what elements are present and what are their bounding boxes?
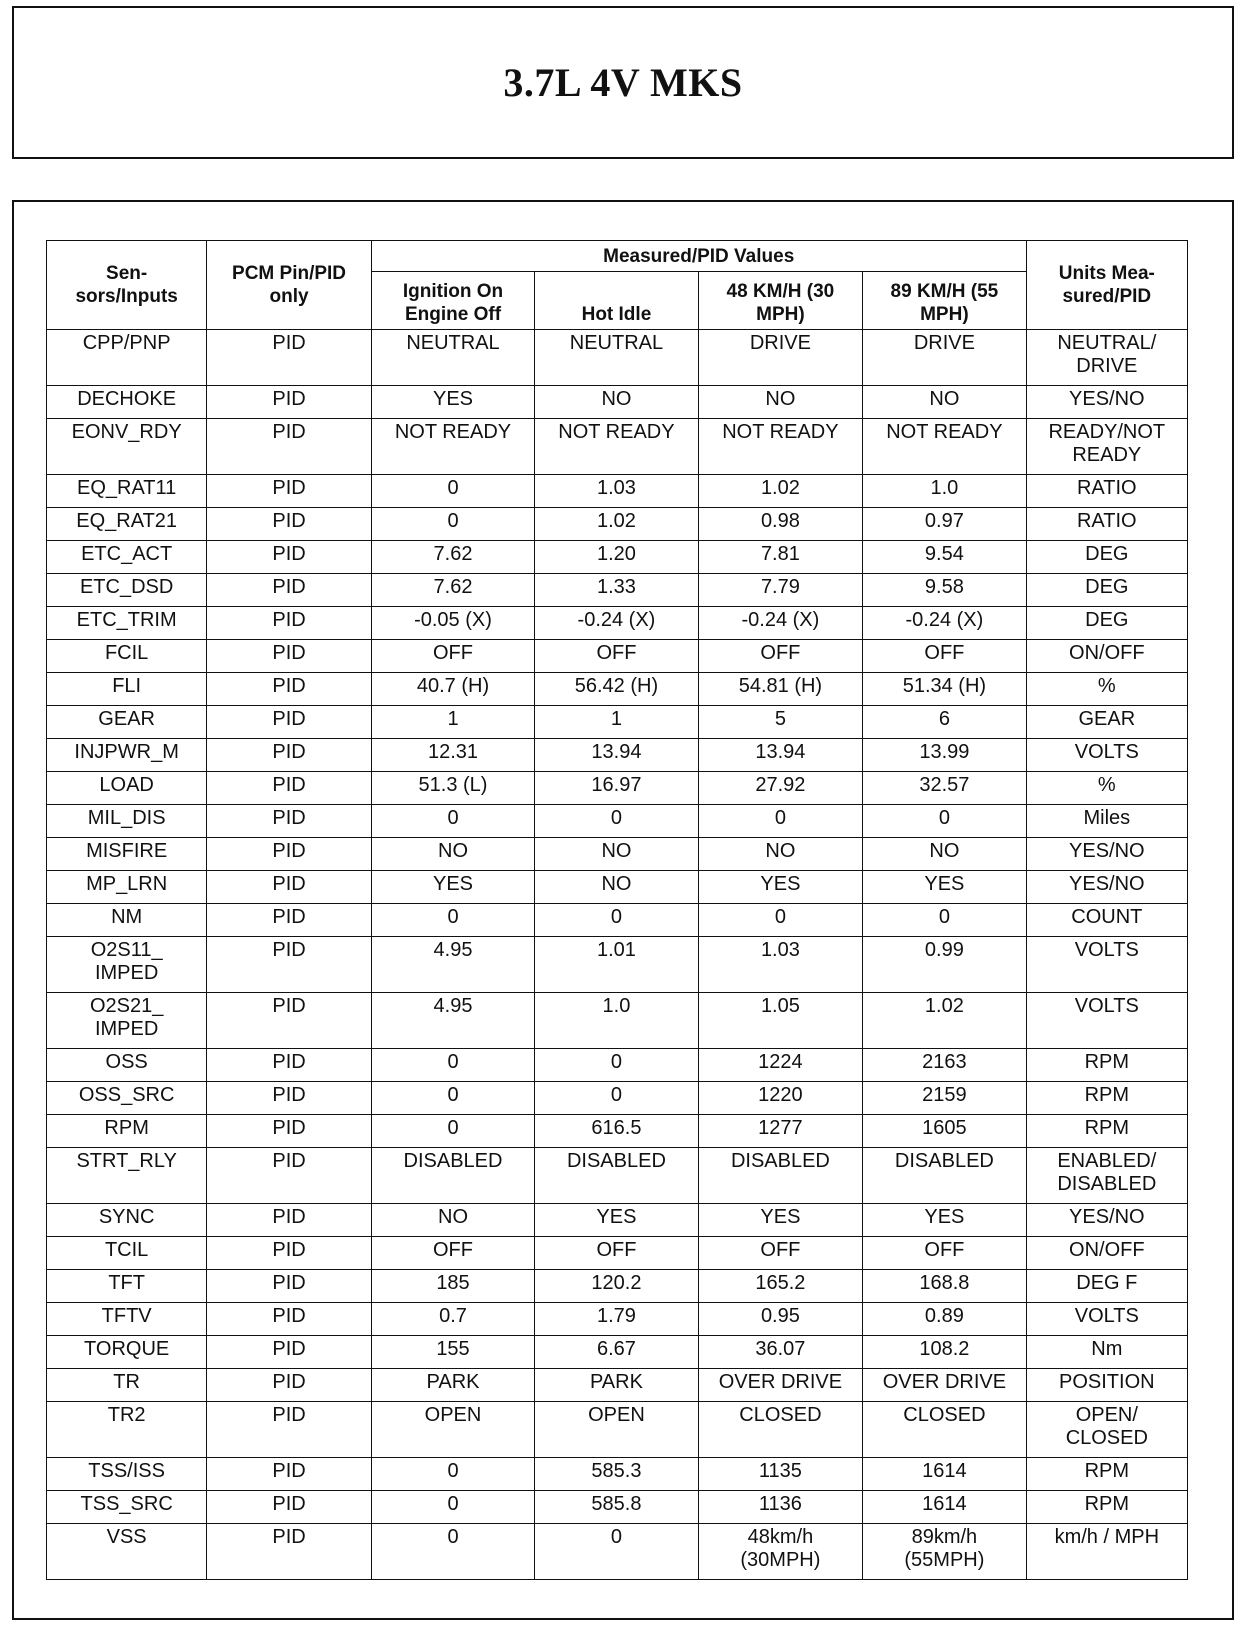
48kmh-cell: 0.98 — [698, 508, 863, 541]
ignition-on-cell: NEUTRAL — [371, 330, 534, 386]
pcm-pin-cell: PID — [207, 1270, 372, 1303]
table-row — [47, 640, 1188, 673]
title-box — [12, 6, 1234, 159]
pcm-pin-cell: PID — [207, 1458, 372, 1491]
48kmh-cell: DRIVE — [698, 330, 863, 386]
units-cell: RPM — [1026, 1115, 1187, 1148]
table-row — [47, 1336, 1188, 1369]
89kmh-cell: YES — [863, 871, 1026, 904]
table-frame — [12, 200, 1234, 1620]
pcm-pin-cell: PID — [207, 1237, 372, 1270]
ignition-on-cell: NO — [371, 838, 534, 871]
sensor-cell: OSS — [47, 1049, 207, 1082]
ignition-on-cell: 0 — [371, 1115, 534, 1148]
hot-idle-cell: 616.5 — [535, 1115, 698, 1148]
pcm-pin-cell: PID — [207, 330, 372, 386]
units-cell: NEUTRAL/ DRIVE — [1026, 330, 1187, 386]
48kmh-cell: 48km/h (30MPH) — [698, 1524, 863, 1580]
89kmh-cell: -0.24 (X) — [863, 607, 1026, 640]
ignition-on-cell: OPEN — [371, 1402, 534, 1458]
48kmh-cell: NO — [698, 386, 863, 419]
hot-idle-cell: 0 — [535, 1524, 698, 1580]
sensor-cell: NM — [47, 904, 207, 937]
units-cell: YES/NO — [1026, 1204, 1187, 1237]
units-cell: RPM — [1026, 1082, 1187, 1115]
48kmh-cell: YES — [698, 1204, 863, 1237]
89kmh-cell: 108.2 — [863, 1336, 1026, 1369]
pcm-pin-cell: PID — [207, 1049, 372, 1082]
ignition-on-cell: 51.3 (L) — [371, 772, 534, 805]
hot-idle-cell: -0.24 (X) — [535, 607, 698, 640]
table-row — [47, 673, 1188, 706]
48kmh-cell: 7.81 — [698, 541, 863, 574]
pcm-pin-cell: PID — [207, 386, 372, 419]
ignition-on-cell: PARK — [371, 1369, 534, 1402]
ignition-on-cell: DISABLED — [371, 1148, 534, 1204]
89kmh-cell: 32.57 — [863, 772, 1026, 805]
col-header-pcm-pin: PCM Pin/PID only — [207, 241, 372, 330]
89kmh-cell: 9.58 — [863, 574, 1026, 607]
hot-idle-cell: 1.79 — [535, 1303, 698, 1336]
units-cell: % — [1026, 772, 1187, 805]
ignition-on-cell: 0 — [371, 1458, 534, 1491]
table-row — [47, 541, 1188, 574]
pcm-pin-cell: PID — [207, 805, 372, 838]
89kmh-cell: 6 — [863, 706, 1026, 739]
col-header-hot-idle: Hot Idle — [535, 272, 698, 330]
ignition-on-cell: 0 — [371, 805, 534, 838]
89kmh-cell: DISABLED — [863, 1148, 1026, 1204]
ignition-on-cell: 185 — [371, 1270, 534, 1303]
48kmh-cell: 0.95 — [698, 1303, 863, 1336]
48kmh-cell: OFF — [698, 640, 863, 673]
sensor-cell: LOAD — [47, 772, 207, 805]
sensor-cell: O2S11_ IMPED — [47, 937, 207, 993]
table-row — [47, 508, 1188, 541]
table-row — [47, 386, 1188, 419]
table-row — [47, 607, 1188, 640]
48kmh-cell: DISABLED — [698, 1148, 863, 1204]
hot-idle-cell: 0 — [535, 805, 698, 838]
48kmh-cell: -0.24 (X) — [698, 607, 863, 640]
sensor-cell: INJPWR_M — [47, 739, 207, 772]
89kmh-cell: 13.99 — [863, 739, 1026, 772]
col-header-89kmh: 89 KM/H (55 MPH) — [863, 272, 1026, 330]
48kmh-cell: 1224 — [698, 1049, 863, 1082]
ignition-on-cell: 1 — [371, 706, 534, 739]
units-cell: DEG — [1026, 541, 1187, 574]
units-cell: POSITION — [1026, 1369, 1187, 1402]
sensor-cell: TSS_SRC — [47, 1491, 207, 1524]
pcm-pin-cell: PID — [207, 904, 372, 937]
48kmh-cell: 1.03 — [698, 937, 863, 993]
units-cell: RATIO — [1026, 475, 1187, 508]
89kmh-cell: 1.0 — [863, 475, 1026, 508]
48kmh-cell: 5 — [698, 706, 863, 739]
48kmh-cell: 27.92 — [698, 772, 863, 805]
table-row — [47, 993, 1188, 1049]
hot-idle-cell: OFF — [535, 1237, 698, 1270]
hot-idle-cell: 1.33 — [535, 574, 698, 607]
89kmh-cell: 1.02 — [863, 993, 1026, 1049]
89kmh-cell: 2159 — [863, 1082, 1026, 1115]
89kmh-cell: 0.97 — [863, 508, 1026, 541]
pcm-pin-cell: PID — [207, 1369, 372, 1402]
col-header-48kmh: 48 KM/H (30 MPH) — [698, 272, 863, 330]
89kmh-cell: 2163 — [863, 1049, 1026, 1082]
sensor-cell: TFTV — [47, 1303, 207, 1336]
table-row — [47, 1237, 1188, 1270]
table-row — [47, 739, 1188, 772]
col-header-ignition-on: Ignition On Engine Off — [371, 272, 534, 330]
89kmh-cell: 1614 — [863, 1458, 1026, 1491]
units-cell: READY/NOT READY — [1026, 419, 1187, 475]
units-cell: GEAR — [1026, 706, 1187, 739]
48kmh-cell: 54.81 (H) — [698, 673, 863, 706]
table-row — [47, 871, 1188, 904]
hot-idle-cell: NEUTRAL — [535, 330, 698, 386]
48kmh-cell: CLOSED — [698, 1402, 863, 1458]
ignition-on-cell: YES — [371, 386, 534, 419]
table-row — [47, 937, 1188, 993]
units-cell: VOLTS — [1026, 739, 1187, 772]
table-row — [47, 1303, 1188, 1336]
hot-idle-cell: DISABLED — [535, 1148, 698, 1204]
table-row — [47, 1270, 1188, 1303]
48kmh-cell: 1220 — [698, 1082, 863, 1115]
ignition-on-cell: 0.7 — [371, 1303, 534, 1336]
pcm-pin-cell: PID — [207, 1082, 372, 1115]
table-row — [47, 1458, 1188, 1491]
48kmh-cell: 13.94 — [698, 739, 863, 772]
pcm-pin-cell: PID — [207, 508, 372, 541]
ignition-on-cell: 4.95 — [371, 993, 534, 1049]
sensor-cell: EONV_RDY — [47, 419, 207, 475]
pcm-pin-cell: PID — [207, 1491, 372, 1524]
89kmh-cell: YES — [863, 1204, 1026, 1237]
units-cell: DEG F — [1026, 1270, 1187, 1303]
hot-idle-cell: 120.2 — [535, 1270, 698, 1303]
units-cell: ENABLED/ DISABLED — [1026, 1148, 1187, 1204]
sensor-cell: ETC_TRIM — [47, 607, 207, 640]
89kmh-cell: 0.99 — [863, 937, 1026, 993]
sensor-cell: MIL_DIS — [47, 805, 207, 838]
ignition-on-cell: 40.7 (H) — [371, 673, 534, 706]
ignition-on-cell: YES — [371, 871, 534, 904]
hot-idle-cell: 1.01 — [535, 937, 698, 993]
48kmh-cell: 1135 — [698, 1458, 863, 1491]
ignition-on-cell: 155 — [371, 1336, 534, 1369]
pcm-pin-cell: PID — [207, 772, 372, 805]
sensor-cell: TR2 — [47, 1402, 207, 1458]
pcm-pin-cell: PID — [207, 739, 372, 772]
hot-idle-cell: 1.0 — [535, 993, 698, 1049]
hot-idle-cell: YES — [535, 1204, 698, 1237]
48kmh-cell: NO — [698, 838, 863, 871]
table-row — [47, 419, 1188, 475]
sensor-cell: GEAR — [47, 706, 207, 739]
col-header-units: Units Mea- sured/PID — [1026, 241, 1187, 330]
units-cell: ON/OFF — [1026, 1237, 1187, 1270]
table-row — [47, 1402, 1188, 1458]
89kmh-cell: 89km/h (55MPH) — [863, 1524, 1026, 1580]
hot-idle-cell: 1.03 — [535, 475, 698, 508]
units-cell: DEG — [1026, 607, 1187, 640]
units-cell: YES/NO — [1026, 838, 1187, 871]
table-body — [47, 330, 1188, 1580]
89kmh-cell: NO — [863, 838, 1026, 871]
89kmh-cell: 0 — [863, 904, 1026, 937]
hot-idle-cell: 585.8 — [535, 1491, 698, 1524]
table-row — [47, 574, 1188, 607]
hot-idle-cell: 6.67 — [535, 1336, 698, 1369]
hot-idle-cell: OPEN — [535, 1402, 698, 1458]
units-cell: RATIO — [1026, 508, 1187, 541]
ignition-on-cell: 0 — [371, 508, 534, 541]
col-header-sensors: Sen- sors/Inputs — [47, 241, 207, 330]
sensor-cell: VSS — [47, 1524, 207, 1580]
table-row — [47, 1115, 1188, 1148]
ignition-on-cell: 0 — [371, 475, 534, 508]
sensor-cell: CPP/PNP — [47, 330, 207, 386]
pcm-pin-cell: PID — [207, 1402, 372, 1458]
table-row — [47, 1491, 1188, 1524]
hot-idle-cell: PARK — [535, 1369, 698, 1402]
sensor-cell: TSS/ISS — [47, 1458, 207, 1491]
pcm-pin-cell: PID — [207, 640, 372, 673]
hot-idle-cell: NO — [535, 838, 698, 871]
sensor-cell: TR — [47, 1369, 207, 1402]
hot-idle-cell: 1.02 — [535, 508, 698, 541]
pcm-pin-cell: PID — [207, 673, 372, 706]
sensor-cell: EQ_RAT11 — [47, 475, 207, 508]
units-cell: Nm — [1026, 1336, 1187, 1369]
48kmh-cell: YES — [698, 871, 863, 904]
89kmh-cell: DRIVE — [863, 330, 1026, 386]
units-cell: COUNT — [1026, 904, 1187, 937]
table-row — [47, 1524, 1188, 1580]
sensor-cell: OSS_SRC — [47, 1082, 207, 1115]
pcm-pin-cell: PID — [207, 838, 372, 871]
sensor-cell: TORQUE — [47, 1336, 207, 1369]
89kmh-cell: 51.34 (H) — [863, 673, 1026, 706]
48kmh-cell: 1.02 — [698, 475, 863, 508]
hot-idle-cell: 1.20 — [535, 541, 698, 574]
89kmh-cell: CLOSED — [863, 1402, 1026, 1458]
sensor-cell: TFT — [47, 1270, 207, 1303]
table-row — [47, 838, 1188, 871]
ignition-on-cell: 0 — [371, 1491, 534, 1524]
table-row — [47, 1082, 1188, 1115]
sensor-cell: DECHOKE — [47, 386, 207, 419]
hot-idle-cell: 1 — [535, 706, 698, 739]
table-row — [47, 330, 1188, 386]
89kmh-cell: NO — [863, 386, 1026, 419]
sensor-cell: MISFIRE — [47, 838, 207, 871]
units-cell: Miles — [1026, 805, 1187, 838]
units-cell: VOLTS — [1026, 1303, 1187, 1336]
table-row — [47, 1049, 1188, 1082]
hot-idle-cell: NO — [535, 871, 698, 904]
table-row — [47, 904, 1188, 937]
pcm-pin-cell: PID — [207, 871, 372, 904]
ignition-on-cell: OFF — [371, 1237, 534, 1270]
ignition-on-cell: 4.95 — [371, 937, 534, 993]
pcm-pin-cell: PID — [207, 1148, 372, 1204]
units-cell: DEG — [1026, 574, 1187, 607]
table-row — [47, 706, 1188, 739]
sensor-cell: STRT_RLY — [47, 1148, 207, 1204]
pid-values-table — [46, 240, 1188, 1580]
48kmh-cell: 0 — [698, 805, 863, 838]
table-row — [47, 1148, 1188, 1204]
89kmh-cell: 1614 — [863, 1491, 1026, 1524]
48kmh-cell: OFF — [698, 1237, 863, 1270]
hot-idle-cell: 585.3 — [535, 1458, 698, 1491]
sensor-cell: ETC_ACT — [47, 541, 207, 574]
sensor-cell: EQ_RAT21 — [47, 508, 207, 541]
sensor-cell: FCIL — [47, 640, 207, 673]
48kmh-cell: 1.05 — [698, 993, 863, 1049]
units-cell: YES/NO — [1026, 386, 1187, 419]
ignition-on-cell: 0 — [371, 1524, 534, 1580]
pcm-pin-cell: PID — [207, 937, 372, 993]
ignition-on-cell: 0 — [371, 1082, 534, 1115]
pcm-pin-cell: PID — [207, 1204, 372, 1237]
hot-idle-cell: OFF — [535, 640, 698, 673]
48kmh-cell: 7.79 — [698, 574, 863, 607]
hot-idle-cell: NO — [535, 386, 698, 419]
pcm-pin-cell: PID — [207, 475, 372, 508]
sensor-cell: RPM — [47, 1115, 207, 1148]
units-cell: % — [1026, 673, 1187, 706]
ignition-on-cell: 7.62 — [371, 574, 534, 607]
48kmh-cell: 1277 — [698, 1115, 863, 1148]
hot-idle-cell: 13.94 — [535, 739, 698, 772]
sensor-cell: TCIL — [47, 1237, 207, 1270]
units-cell: YES/NO — [1026, 871, 1187, 904]
table-row — [47, 805, 1188, 838]
89kmh-cell: 0.89 — [863, 1303, 1026, 1336]
hot-idle-cell: 16.97 — [535, 772, 698, 805]
ignition-on-cell: 0 — [371, 1049, 534, 1082]
pcm-pin-cell: PID — [207, 1524, 372, 1580]
hot-idle-cell: 0 — [535, 1049, 698, 1082]
ignition-on-cell: 7.62 — [371, 541, 534, 574]
48kmh-cell: OVER DRIVE — [698, 1369, 863, 1402]
hot-idle-cell: NOT READY — [535, 419, 698, 475]
sensor-cell: O2S21_ IMPED — [47, 993, 207, 1049]
pcm-pin-cell: PID — [207, 1115, 372, 1148]
page-title: 3.7L 4V MKS — [503, 60, 743, 105]
hot-idle-cell: 56.42 (H) — [535, 673, 698, 706]
pcm-pin-cell: PID — [207, 706, 372, 739]
89kmh-cell: NOT READY — [863, 419, 1026, 475]
units-cell: RPM — [1026, 1458, 1187, 1491]
89kmh-cell: OFF — [863, 1237, 1026, 1270]
89kmh-cell: OVER DRIVE — [863, 1369, 1026, 1402]
hot-idle-cell: 0 — [535, 1082, 698, 1115]
pcm-pin-cell: PID — [207, 1303, 372, 1336]
89kmh-cell: 0 — [863, 805, 1026, 838]
89kmh-cell: OFF — [863, 640, 1026, 673]
pcm-pin-cell: PID — [207, 607, 372, 640]
units-cell: ON/OFF — [1026, 640, 1187, 673]
units-cell: VOLTS — [1026, 937, 1187, 993]
ignition-on-cell: OFF — [371, 640, 534, 673]
89kmh-cell: 168.8 — [863, 1270, 1026, 1303]
sensor-cell: FLI — [47, 673, 207, 706]
ignition-on-cell: NOT READY — [371, 419, 534, 475]
sensor-cell: SYNC — [47, 1204, 207, 1237]
hot-idle-cell: 0 — [535, 904, 698, 937]
table-row — [47, 1204, 1188, 1237]
89kmh-cell: 9.54 — [863, 541, 1026, 574]
sensor-cell: ETC_DSD — [47, 574, 207, 607]
pcm-pin-cell: PID — [207, 574, 372, 607]
units-cell: RPM — [1026, 1049, 1187, 1082]
units-cell: km/h / MPH — [1026, 1524, 1187, 1580]
units-cell: OPEN/ CLOSED — [1026, 1402, 1187, 1458]
ignition-on-cell: 0 — [371, 904, 534, 937]
48kmh-cell: 1136 — [698, 1491, 863, 1524]
ignition-on-cell: -0.05 (X) — [371, 607, 534, 640]
pcm-pin-cell: PID — [207, 1336, 372, 1369]
pcm-pin-cell: PID — [207, 541, 372, 574]
ignition-on-cell: 12.31 — [371, 739, 534, 772]
units-cell: RPM — [1026, 1491, 1187, 1524]
48kmh-cell: NOT READY — [698, 419, 863, 475]
pcm-pin-cell: PID — [207, 993, 372, 1049]
48kmh-cell: 36.07 — [698, 1336, 863, 1369]
units-cell: VOLTS — [1026, 993, 1187, 1049]
table-row — [47, 475, 1188, 508]
group-header-measured: Measured/PID Values — [371, 241, 1026, 272]
ignition-on-cell: NO — [371, 1204, 534, 1237]
48kmh-cell: 0 — [698, 904, 863, 937]
table-row — [47, 772, 1188, 805]
sensor-cell: MP_LRN — [47, 871, 207, 904]
89kmh-cell: 1605 — [863, 1115, 1026, 1148]
pcm-pin-cell: PID — [207, 419, 372, 475]
table-row — [47, 1369, 1188, 1402]
48kmh-cell: 165.2 — [698, 1270, 863, 1303]
